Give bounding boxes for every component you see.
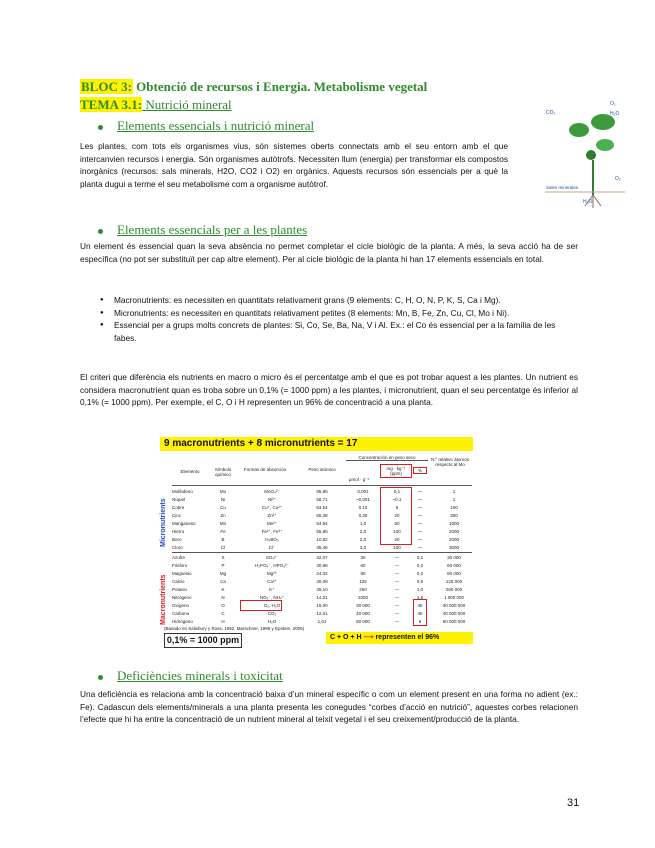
label-o2-bottom: O₂ bbox=[615, 176, 621, 182]
table-cell: — bbox=[394, 595, 400, 600]
table-cell: — bbox=[417, 521, 423, 526]
table-cell: 58,71 bbox=[316, 497, 328, 502]
table-cell: 2000 bbox=[448, 537, 459, 542]
table-cell: Cobre bbox=[172, 505, 185, 510]
table-cell: 0,10 bbox=[358, 505, 368, 510]
table-cell: — bbox=[394, 603, 400, 608]
bloc-label: BLOC 3: bbox=[81, 79, 132, 94]
table-cell: Cl bbox=[220, 545, 226, 550]
table-cell: 55,85 bbox=[316, 529, 328, 534]
table-cell: Magnesio bbox=[172, 571, 192, 576]
table-cell: 30,98 bbox=[316, 563, 328, 568]
table-cell: Níquel bbox=[172, 497, 186, 502]
table-row bbox=[172, 618, 472, 625]
col-header-concentration: Concentración en peso seco bbox=[346, 455, 428, 461]
table-cell: 63,54 bbox=[316, 505, 328, 510]
table-cell: — bbox=[417, 537, 423, 542]
macronutrients-label: Macronutrients bbox=[160, 574, 167, 625]
section-2-paragraph-2: El criteri que diferència els nutrients en macro o micro és el percentatge amb el que es pot trobar aquest a les plantes. Un nutrient es considera macronutrient quan es troba sobre un 0,1% (= 1000 ppm) a les plantes, i micronutrient, quan el seu percentatge és inferior al 0,1% (= 1000 ppm). Per exemple, el C, O i H representen un 96% de concentració a una planta. bbox=[80, 372, 578, 408]
table-row bbox=[172, 610, 472, 617]
table-cell: 50 bbox=[394, 521, 400, 526]
table-cell: 32,07 bbox=[316, 555, 328, 560]
table-cell: 60 000 bbox=[447, 563, 461, 568]
table-cell: 95,95 bbox=[316, 489, 328, 494]
table-cell: — bbox=[417, 529, 423, 534]
table-cell: 3000 bbox=[448, 545, 459, 550]
tema-title-text: Nutrició mineral bbox=[142, 97, 232, 112]
table-cell: 60 000 bbox=[356, 619, 370, 624]
table-cell: Oxígeno bbox=[172, 603, 190, 608]
table-cell: Boro bbox=[172, 537, 182, 542]
table-cell: Mn bbox=[219, 521, 227, 526]
table-cell: 1000 bbox=[357, 595, 368, 600]
table-cell: Ni²⁺ bbox=[267, 497, 277, 502]
col-header-absorption: Formas de absorción bbox=[243, 467, 287, 472]
micronutrients-label: Micronutrients bbox=[160, 498, 167, 547]
table-cell: 100 bbox=[393, 529, 401, 534]
bullet-dot bbox=[98, 125, 103, 130]
table-cell: 1000 bbox=[448, 521, 459, 526]
table-cell: 10,82 bbox=[316, 537, 328, 542]
table-cell: O₂, H₂O bbox=[263, 603, 281, 608]
table-cell: 6 bbox=[418, 619, 422, 624]
table-row bbox=[172, 570, 472, 577]
table-cell: 1,01 bbox=[317, 619, 327, 624]
col-header-weight: Peso atómico bbox=[308, 467, 336, 472]
table-cell: 60 000 000 bbox=[442, 619, 466, 624]
table-cell: NO₃⁻, NH₄⁺ bbox=[259, 595, 285, 600]
table-cell: 0,001 bbox=[357, 489, 369, 494]
bullet-dot bbox=[98, 229, 103, 234]
oxygen-form-box bbox=[240, 600, 282, 611]
table-cell: 30 000 bbox=[447, 555, 461, 560]
table-cell: 250 bbox=[359, 587, 367, 592]
table-cell: 125 bbox=[359, 579, 367, 584]
table-cell: Cl⁻ bbox=[268, 545, 276, 550]
section-heading-2 bbox=[98, 222, 307, 238]
tema-label: TEMA 3.1: bbox=[80, 97, 143, 112]
table-cell: Nitrógeno bbox=[172, 595, 192, 600]
table-cell: P bbox=[221, 563, 225, 568]
table-row bbox=[172, 536, 472, 543]
table-cell: 20 bbox=[394, 537, 400, 542]
table-cell: O bbox=[221, 603, 225, 608]
table-cell: ~0,1 bbox=[392, 497, 402, 502]
section-heading-3 bbox=[98, 668, 283, 684]
nutrient-list bbox=[80, 294, 578, 344]
ppm-box: 0,1% = 1000 ppm bbox=[164, 633, 242, 648]
bullet-dot bbox=[98, 675, 103, 680]
table-row bbox=[172, 562, 472, 569]
table-cell: Molibdeno bbox=[172, 489, 193, 494]
nutrient-table-figure bbox=[160, 437, 473, 653]
table-cell: — bbox=[417, 497, 423, 502]
table-source: (Basado en Salisbury y Ross, 1992. Marschner, 1995 y Epstein, 2005) bbox=[164, 626, 305, 631]
table-cell: Ca²⁺ bbox=[267, 579, 277, 584]
bloc-title bbox=[80, 79, 427, 95]
table-cell: CO₂ bbox=[267, 611, 277, 616]
percent-highlight-box bbox=[413, 599, 427, 626]
table-cell: — bbox=[394, 555, 400, 560]
table-cell: 12,01 bbox=[316, 611, 328, 616]
table-cell: Cu⁺, Cu²⁺ bbox=[261, 505, 283, 510]
table-cell: 1,0 bbox=[359, 521, 367, 526]
table-cell: — bbox=[394, 579, 400, 584]
bloc-title-text: Obtenció de recursos i Energia. Metabolisme vegetal bbox=[132, 79, 428, 94]
header-divider bbox=[172, 485, 472, 486]
table-cell: Hidrógeno bbox=[172, 619, 193, 624]
table-cell: 39,10 bbox=[316, 587, 328, 592]
table-cell: 24,32 bbox=[316, 571, 328, 576]
arrow-right-icon: ⟶ bbox=[363, 634, 376, 641]
table-cell: 1 bbox=[452, 489, 456, 494]
table-cell: Mg²⁺ bbox=[266, 571, 278, 576]
col-header-percent: % bbox=[413, 467, 427, 474]
table-cell: 30 000 bbox=[356, 603, 370, 608]
table-cell: Cu bbox=[220, 505, 226, 510]
table-cell: 2000 bbox=[448, 529, 459, 534]
section-heading-1-text: Elements essencials i nutrició mineral bbox=[117, 118, 315, 133]
table-cell: — bbox=[417, 545, 423, 550]
sum-label: C + O + H bbox=[330, 634, 362, 641]
figure-title: 9 macronutrients + 8 micronutrients = 17 bbox=[160, 437, 473, 451]
table-cell: Hierro bbox=[172, 529, 185, 534]
section-2-paragraph: Un element és essencial quan la seva absència no permet completar el cicle biològic de la planta. A més, la seva acció ha de ser específica (no pot ser substituït per cap altre element). Per al cicle biològic de la planta hi han 17 elements essencials en total. bbox=[80, 241, 578, 264]
table-row bbox=[172, 528, 472, 535]
table-cell: 0,2 bbox=[416, 563, 424, 568]
table-cell: 45 bbox=[417, 611, 423, 616]
table-cell: — bbox=[394, 619, 400, 624]
table-cell: K bbox=[221, 587, 225, 592]
table-cell: Manganeso bbox=[172, 521, 196, 526]
sum-text: representen el 96% bbox=[375, 634, 440, 641]
table-row bbox=[172, 512, 472, 519]
table-cell: Carbono bbox=[172, 611, 190, 616]
col-header-umol: μmol · g⁻¹ bbox=[348, 477, 370, 482]
table-row bbox=[172, 586, 472, 593]
table-row bbox=[172, 504, 472, 511]
table-cell: 2,0 bbox=[359, 529, 367, 534]
table-cell: 125 000 bbox=[445, 579, 463, 584]
table-cell: 1,0 bbox=[416, 587, 424, 592]
table-cell: 54,94 bbox=[316, 521, 328, 526]
table-cell: 100 bbox=[393, 545, 401, 550]
table-cell: C bbox=[221, 611, 225, 616]
page-number: 31 bbox=[567, 797, 580, 809]
table-cell: Mg bbox=[219, 571, 227, 576]
table-cell: — bbox=[394, 611, 400, 616]
table-cell: H bbox=[221, 619, 225, 624]
table-row bbox=[172, 496, 472, 503]
section-heading-2-text: Elements essencials per a les plantes bbox=[117, 222, 308, 237]
col-header-symbol: Símbolo químico bbox=[214, 467, 232, 477]
section-3-paragraph: Una deficiència es relaciona amb la concentració baixa d’un mineral específic o com un element present en una forma no adient (ex.: Fe). Cadascun dels elements/minerals a una planta presenta les conegudes “corbes d’acció en nutrició”, aquestes corbes relacionen l’efecte que hi ha entre la concentració de un nutrient mineral al teixit vegetal i el seu creixement/producció de la planta. bbox=[80, 689, 578, 725]
table-cell: 14,01 bbox=[316, 595, 328, 600]
table-cell: 65,38 bbox=[316, 513, 328, 518]
table-cell: N bbox=[221, 595, 225, 600]
table-cell: Azufre bbox=[172, 555, 186, 560]
table-row bbox=[172, 520, 472, 527]
table-cell: Fe²⁺, Fe³⁺ bbox=[261, 529, 283, 534]
micro-macro-divider bbox=[172, 552, 472, 553]
section-heading-1 bbox=[98, 118, 314, 134]
table-cell: Cloro bbox=[172, 545, 183, 550]
table-cell: — bbox=[417, 489, 423, 494]
table-cell: 3,0 bbox=[359, 545, 367, 550]
table-cell: B bbox=[221, 537, 225, 542]
table-cell: K⁺ bbox=[269, 587, 275, 592]
table-cell: 2,0 bbox=[359, 537, 367, 542]
table-row bbox=[172, 578, 472, 585]
table-cell: 20 bbox=[394, 513, 400, 518]
plant-leaf-left bbox=[569, 123, 589, 137]
table-cell: 0,5 bbox=[416, 579, 424, 584]
table-cell: 16,00 bbox=[316, 603, 328, 608]
table-cell: — bbox=[394, 563, 400, 568]
label-o2-top: O₂ bbox=[610, 101, 616, 107]
section-1-paragraph: Les plantes, com tots els organismes vius, són sistemes oberts connectats amb el seu entorn amb el que intercanvien recursos i energia. Són organismes autòtrofs. Necessiten llum (energia) per transformar els compostos inorgànics (recursos: sals minerals, H2O, CO2 i O2) en orgànics. Aquests recursos són essencials per a què la planta dugui a terme el seu metabolisme com a organisme autòtrof. bbox=[80, 141, 508, 189]
list-item: ● Essencial per a grups molts concrets de plantes: Si, Co, Se, Ba, Na, V i Al. Ex.: el Co és essencial per a la família de les fabes. bbox=[80, 319, 578, 344]
table-cell: Cinc bbox=[172, 513, 182, 518]
label-sales: Sales minerales bbox=[546, 185, 579, 190]
table-cell: 100 bbox=[450, 505, 458, 510]
table-cell: 35,46 bbox=[316, 545, 328, 550]
table-cell: 40 000 bbox=[356, 611, 370, 616]
table-cell: Zn²⁺ bbox=[267, 513, 277, 518]
table-cell: Potasio bbox=[172, 587, 188, 592]
table-cell: Zn bbox=[220, 513, 226, 518]
table-cell: 80 000 bbox=[447, 571, 461, 576]
ppm-highlight-box bbox=[380, 487, 412, 545]
table-cell: Ni bbox=[220, 497, 226, 502]
table-cell: 45 bbox=[417, 603, 423, 608]
table-cell: 0,2 bbox=[416, 571, 424, 576]
table-row bbox=[172, 602, 472, 609]
table-cell: 1 000 000 bbox=[443, 595, 465, 600]
tema-title bbox=[80, 97, 232, 113]
table-cell: ~0,001 bbox=[356, 497, 370, 502]
table-cell: 40,08 bbox=[316, 579, 328, 584]
list-item: ● Micronutrients: es necessiten en quantitats relativament petites (8 elements: Mn, B, Fe, Zn, Cu, Cl, Mo i Ni). bbox=[80, 307, 578, 320]
plant-leaf-right bbox=[596, 139, 614, 151]
col-header-element: Elemento bbox=[180, 469, 200, 474]
table-cell: 1 bbox=[452, 497, 456, 502]
table-cell: H₂PO₄⁻, HPO₄²⁻ bbox=[255, 563, 289, 568]
table-cell: 250 000 bbox=[445, 587, 463, 592]
table-row bbox=[172, 594, 472, 601]
table-cell: 80 bbox=[360, 571, 366, 576]
plant-node bbox=[586, 150, 596, 160]
table-cell: Ca bbox=[220, 579, 226, 584]
table-cell: Mo bbox=[219, 489, 227, 494]
table-cell: 60 bbox=[360, 563, 366, 568]
table-row bbox=[172, 554, 472, 561]
table-cell: — bbox=[394, 571, 400, 576]
label-co2: CO₂ bbox=[546, 110, 556, 116]
sum-banner bbox=[326, 632, 473, 644]
table-row bbox=[172, 544, 472, 551]
table-cell: 0,30 bbox=[358, 513, 368, 518]
plant-diagram bbox=[545, 100, 625, 210]
col-header-ppm: mg · kg⁻¹ (ppm) bbox=[380, 464, 412, 478]
table-cell: Fe bbox=[220, 529, 226, 534]
table-cell: 0,1 bbox=[393, 489, 401, 494]
table-cell: — bbox=[417, 505, 423, 510]
table-cell: 300 bbox=[450, 513, 458, 518]
section-heading-3-text: Deficiències minerals i toxicitat bbox=[117, 668, 283, 683]
table-cell: — bbox=[417, 513, 423, 518]
table-cell: 30 000 000 bbox=[442, 603, 466, 608]
table-cell: H₂O bbox=[267, 619, 277, 624]
label-h2o-bottom: H₂O bbox=[583, 199, 593, 205]
table-cell: Mn²⁺ bbox=[266, 521, 278, 526]
table-cell: Calcio bbox=[172, 579, 185, 584]
table-cell: 0,1 bbox=[416, 555, 424, 560]
table-cell: 30 bbox=[360, 555, 366, 560]
table-cell: Fósforo bbox=[172, 563, 188, 568]
table-cell: 1,5 bbox=[416, 595, 424, 600]
table-cell: H₃BO₃ bbox=[265, 537, 279, 542]
table-cell: S bbox=[221, 555, 225, 560]
label-h2o-top: H₂O bbox=[610, 111, 620, 117]
table-cell: — bbox=[394, 587, 400, 592]
list-item: ● Macronutrients: es necessiten en quantitats relativament grans (9 elements: C, H, O, N, P, K, S, Ca i Mg). bbox=[80, 294, 578, 307]
table-cell: 6 bbox=[395, 505, 399, 510]
table-cell: SO₄²⁻ bbox=[265, 555, 279, 560]
table-row bbox=[172, 488, 472, 495]
table-cell: MoO₄²⁻ bbox=[264, 489, 280, 494]
table-cell: 40 000 000 bbox=[442, 611, 466, 616]
col-header-relative: N.º relativo átomos respecto al Mo bbox=[431, 457, 469, 467]
